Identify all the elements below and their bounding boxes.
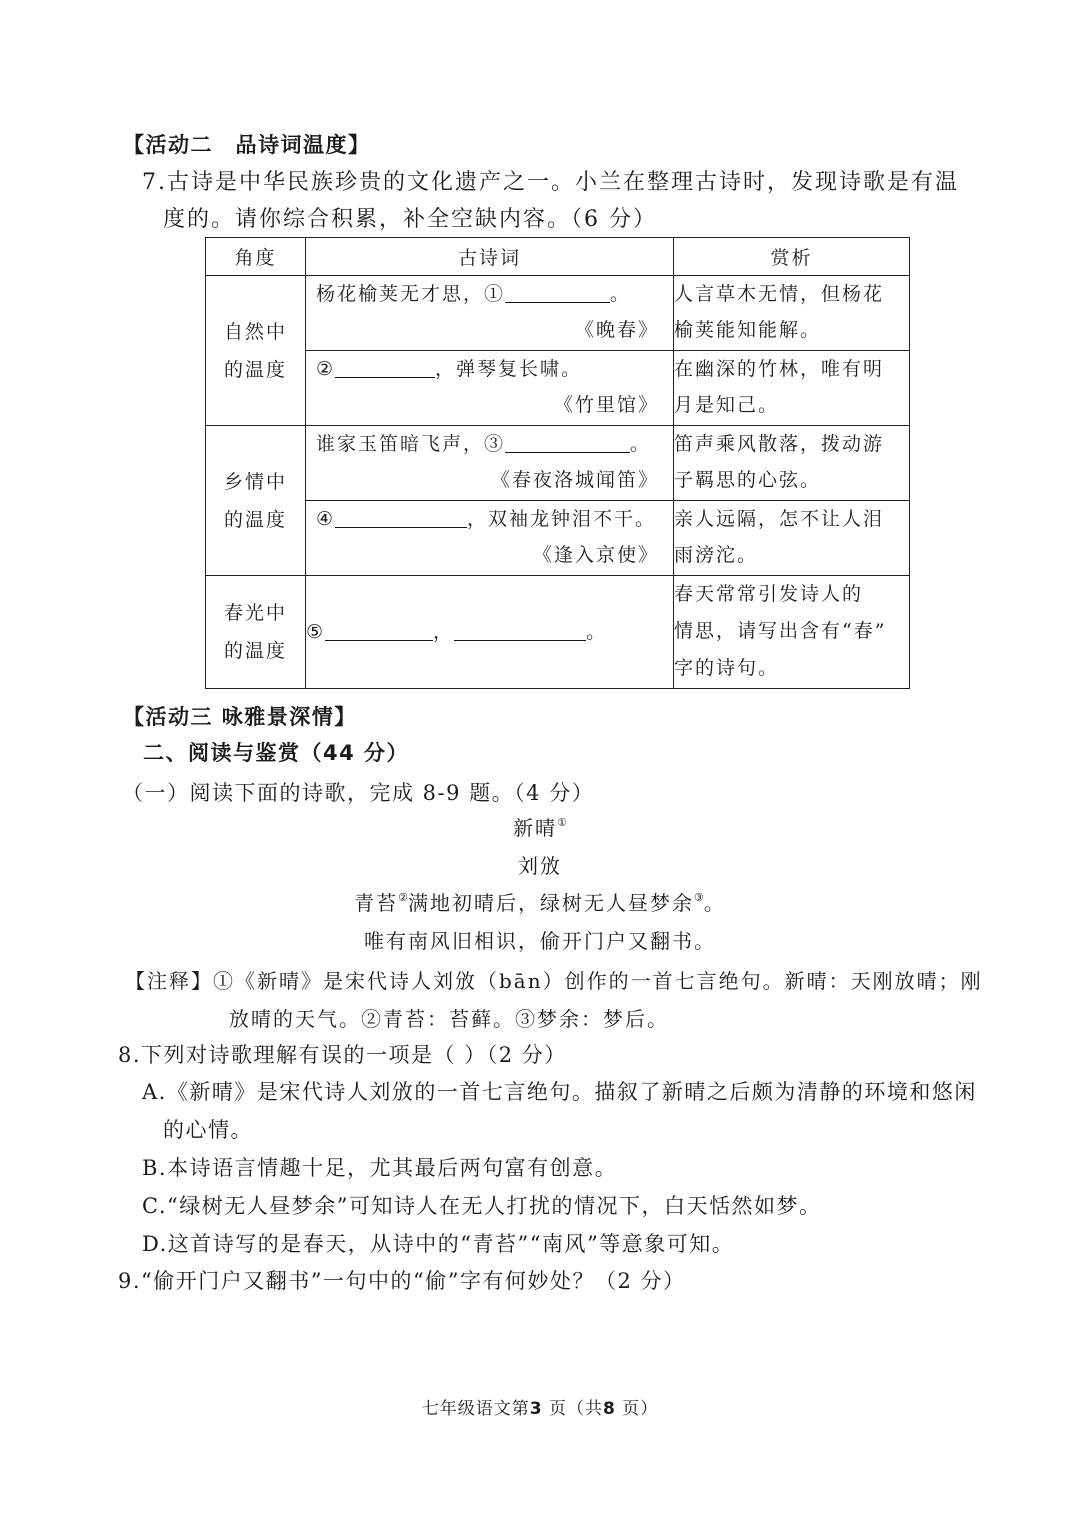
q8-option-a-cont: 的心情。 xyxy=(163,1118,253,1142)
header-angle: 角度 xyxy=(206,238,306,276)
poem-cell xyxy=(306,276,674,351)
group-label-line: 自然中 xyxy=(223,320,287,343)
table-row xyxy=(206,576,910,689)
q8-stem: 8.下列对诗歌理解有误的一项是（ ）（2 分） xyxy=(118,1043,567,1067)
poem-text: 杨花榆荚无才思，① xyxy=(316,283,506,305)
appreciation-line: 在幽深的竹林，唯有明 xyxy=(674,358,885,380)
appreciation-line: 人言草木无情，但杨花 xyxy=(674,283,885,305)
footnote-marker: ③ xyxy=(694,891,704,904)
fill-blank xyxy=(505,434,630,453)
poem-text: ⑤ xyxy=(306,621,326,643)
appreciation-line: 情思，请写出含有“春” xyxy=(674,620,887,642)
q8-option-a: A.《新晴》是宋代诗人刘攽的一首七言绝句。描叙了新晴之后颇为清静的环境和悠闲 xyxy=(142,1080,977,1104)
page-number: 3 xyxy=(529,1399,543,1419)
group-label-line: 的温度 xyxy=(223,508,287,531)
poem-text: ，弹琴复长啸。 xyxy=(435,358,583,380)
poem-text: 。 xyxy=(703,891,726,915)
poem-line xyxy=(306,276,673,312)
notes-line-1: 【注释】①《新晴》是宋代诗人刘攽（bān）创作的一首七言绝句。新晴：天刚放晴；刚 xyxy=(125,969,983,993)
poem-title-text: 新晴 xyxy=(513,816,558,840)
group-label-line: 的温度 xyxy=(223,640,287,662)
fill-blank xyxy=(335,509,467,528)
q7-line2: 度的。请你综合积累，补全空缺内容。（6 分） xyxy=(163,207,657,232)
poem-line xyxy=(306,426,673,462)
group-nature xyxy=(206,276,306,426)
appreciation-line: 榆荚能知能解。 xyxy=(674,319,822,341)
poem-cell xyxy=(306,426,674,501)
appreciation-cell xyxy=(674,501,910,576)
fill-blank xyxy=(454,622,586,641)
poem-source: 《逢入京使》 xyxy=(532,544,659,566)
poem-source: 《晚春》 xyxy=(574,319,659,341)
appreciation-line: 笛声乘风散落，拨动游 xyxy=(674,433,885,455)
appreciation-line: 字的诗句。 xyxy=(674,657,780,679)
footnote-marker: ② xyxy=(398,891,408,904)
poem-source: 《竹里馆》 xyxy=(553,394,659,416)
fill-blank xyxy=(325,622,433,641)
group-label-line: 春光中 xyxy=(223,602,287,624)
fill-blank xyxy=(335,359,435,378)
activity3-title: 【活动三 咏雅景深情】 xyxy=(123,705,357,729)
poem-line xyxy=(306,501,673,537)
appreciation-line: 雨滂沱。 xyxy=(674,544,759,566)
poem-cell xyxy=(306,351,674,426)
notes-line-2: 放晴的天气。②青苔：苔藓。③梦余：梦后。 xyxy=(229,1007,669,1031)
section2-title: 二、阅读与鉴赏（44 分） xyxy=(143,741,410,765)
poem-title xyxy=(0,813,1080,843)
poem-text: ② xyxy=(316,358,336,380)
poem-text: 。 xyxy=(630,433,652,455)
group-homesick xyxy=(206,426,306,576)
poem-text: 满地初晴后，绿树无人昼梦余 xyxy=(408,891,694,915)
poem-text: 谁家玉笛暗飞声，③ xyxy=(316,433,506,455)
appreciation-line: 春天常常引发诗人的 xyxy=(674,583,864,605)
poem-source: 《春夜洛城闻笛》 xyxy=(490,469,659,491)
poem-text: ④ xyxy=(316,508,336,530)
group-spring xyxy=(206,576,306,689)
appreciation-line: 亲人远隔，怎不让人泪 xyxy=(674,508,885,530)
footer-text: 页（共 xyxy=(542,1399,603,1419)
poem-text: 。 xyxy=(586,621,608,643)
poem-cell xyxy=(306,576,674,689)
appreciation-line: 子羁思的心弦。 xyxy=(674,469,822,491)
q8-option-c: C.“绿树无人昼梦余”可知诗人在无人打扰的情况下，白天恬然如梦。 xyxy=(142,1194,822,1218)
poem-text: 。 xyxy=(610,283,632,305)
poem-author: 刘攽 xyxy=(518,854,562,878)
activity2-title: 【活动二 品诗词温度】 xyxy=(123,133,371,157)
total-pages: 8 xyxy=(603,1399,616,1419)
poem-line-2: 唯有南风旧相识，偷开门户又翻书。 xyxy=(364,929,716,953)
table-row xyxy=(206,426,910,501)
q8-option-b: B.本诗语言情趣十足，尤其最后两句富有创意。 xyxy=(142,1156,618,1180)
table-row xyxy=(206,351,910,426)
group-label-line: 的温度 xyxy=(223,358,287,381)
footer-text: 七年级语文第 xyxy=(421,1399,530,1419)
appreciation-line: 月是知己。 xyxy=(674,394,780,416)
page-footer xyxy=(0,1394,1080,1424)
poem-text: ， xyxy=(433,621,455,643)
q8-option-d: D.这首诗写的是春天，从诗中的“青苔”“南风”等意象可知。 xyxy=(142,1232,735,1256)
footer-text: 页） xyxy=(615,1399,659,1419)
header-poem: 古诗词 xyxy=(306,238,674,276)
poem-text: 青苔 xyxy=(354,891,399,915)
group-label-line: 乡情中 xyxy=(223,470,287,493)
q7-line1: 7.古诗是中华民族珍贵的文化遗产之一。小兰在整理古诗时，发现诗歌是有温 xyxy=(142,170,959,195)
table-header-row xyxy=(206,238,910,276)
table-row xyxy=(206,276,910,351)
poem-line-1 xyxy=(0,888,1080,918)
poem-line xyxy=(306,351,673,387)
poem-text: ，双袖龙钟泪不干。 xyxy=(467,508,657,530)
appreciation-cell xyxy=(674,576,910,689)
poem-cell xyxy=(306,501,674,576)
poetry-table xyxy=(205,237,910,689)
appreciation-cell xyxy=(674,276,910,351)
header-appreciation: 赏析 xyxy=(674,238,910,276)
fill-blank xyxy=(505,284,610,303)
table-row xyxy=(206,501,910,576)
appreciation-cell xyxy=(674,351,910,426)
footnote-marker: ① xyxy=(557,816,567,829)
part1-instruction: （一）阅读下面的诗歌，完成 8-9 题。（4 分） xyxy=(122,781,595,805)
appreciation-cell xyxy=(674,426,910,501)
q9-stem: 9.“偷开门户又翻书”一句中的“偷”字有何妙处？（2 分） xyxy=(118,1269,686,1293)
